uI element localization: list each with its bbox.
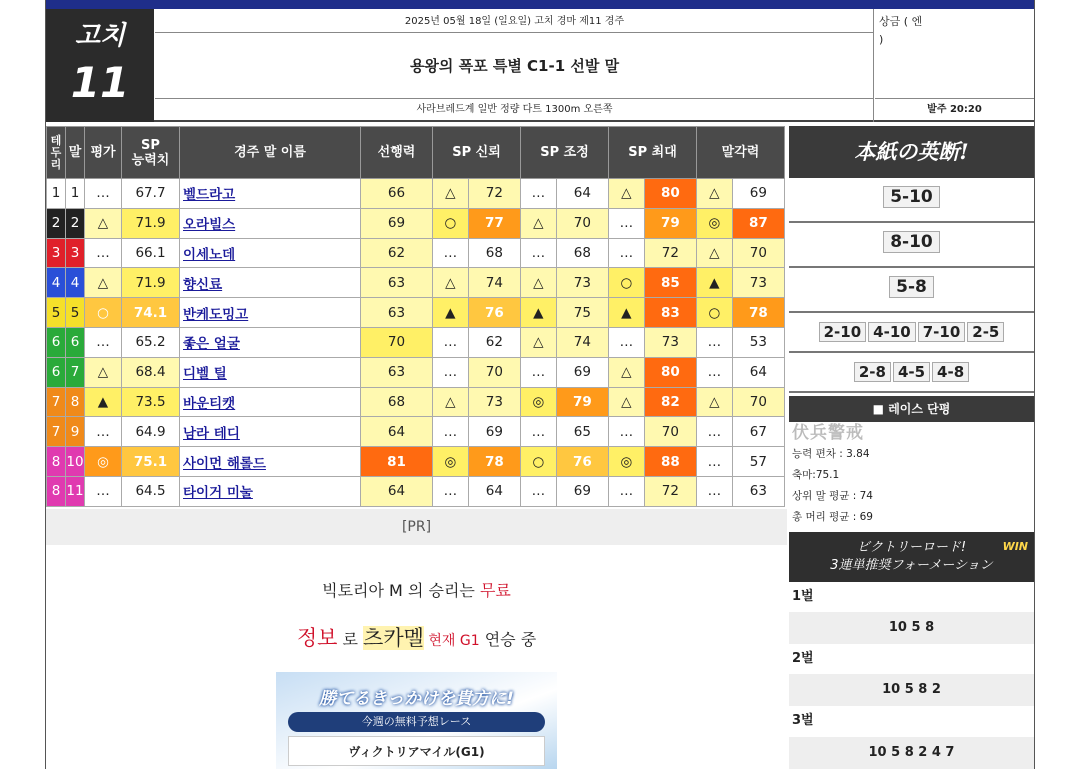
table-row xyxy=(47,238,785,268)
venue-badge xyxy=(46,9,154,122)
prize-label: 상금 ( 엔 ) xyxy=(879,15,923,46)
horse-number-cell: 5 xyxy=(66,298,85,328)
mark-cell: ◎ xyxy=(609,447,645,477)
gate-cell: 4 xyxy=(47,268,66,298)
side-panel xyxy=(789,126,1034,769)
gate-cell: 3 xyxy=(47,238,66,268)
ticket-row xyxy=(789,313,1034,353)
ticket-combination: 2-8 xyxy=(854,362,891,382)
col-sp-ability: SP 능력치 xyxy=(122,127,180,179)
mark-cell: ▲ xyxy=(433,298,469,328)
rating-cell: … xyxy=(85,417,122,447)
sp-ability-cell: 65.2 xyxy=(122,327,180,357)
victory-title: ビクトリーロード! xyxy=(856,540,967,555)
rating-cell: ▲ xyxy=(85,387,122,417)
race-review xyxy=(789,422,1034,530)
banner-subtitle: 今週の無料予想レース xyxy=(288,712,545,732)
table-row xyxy=(47,357,785,387)
ad-line-1 xyxy=(46,578,787,601)
value-cell: 79 xyxy=(556,387,608,417)
value-cell: 70 xyxy=(468,357,520,387)
ticket-row xyxy=(789,353,1034,393)
mark-cell: … xyxy=(433,417,469,447)
lead-cell: 63 xyxy=(361,357,433,387)
ticket-combination: 2-5 xyxy=(967,322,1004,342)
mark-cell: △ xyxy=(697,179,733,209)
ad-brand-text: 츠카멜 xyxy=(363,626,424,650)
value-cell: 68 xyxy=(556,238,608,268)
lead-cell: 70 xyxy=(361,327,433,357)
rating-cell: △ xyxy=(85,268,122,298)
horse-name-link[interactable]: 오라빌스 xyxy=(180,208,361,238)
horse-name-link[interactable]: 바운티캣 xyxy=(180,387,361,417)
formation-value: 10 5 8 xyxy=(789,612,1034,644)
mark-cell: … xyxy=(609,238,645,268)
value-cell: 68 xyxy=(468,238,520,268)
mark-cell: … xyxy=(609,327,645,357)
mark-cell: △ xyxy=(433,179,469,209)
horse-number-cell: 8 xyxy=(66,387,85,417)
sp-ability-cell: 64.9 xyxy=(122,417,180,447)
mark-cell: … xyxy=(697,327,733,357)
horse-number-cell: 4 xyxy=(66,268,85,298)
ad-text: 빅토리아 M 의 승리는 xyxy=(322,581,480,600)
ad-info-text: 정보 xyxy=(296,626,338,650)
ticket-combination: 5-8 xyxy=(889,276,934,298)
value-cell: 64 xyxy=(556,179,608,209)
table-row xyxy=(47,387,785,417)
value-cell: 76 xyxy=(556,447,608,477)
ad-line-2 xyxy=(46,622,787,652)
review-line: 상위 말 평균 : 74 xyxy=(792,490,873,502)
value-cell: 72 xyxy=(468,179,520,209)
value-cell: 63 xyxy=(732,476,784,506)
gate-cell: 2 xyxy=(47,208,66,238)
gate-cell: 8 xyxy=(47,447,66,477)
table-row xyxy=(47,208,785,238)
rating-cell: ◎ xyxy=(85,447,122,477)
value-cell: 64 xyxy=(468,476,520,506)
horse-number-cell: 9 xyxy=(66,417,85,447)
gate-cell: 8 xyxy=(47,476,66,506)
banner-race: ヴィクトリアマイル(G1) xyxy=(288,736,545,766)
col-sp-reliability: SP 신뢰 xyxy=(433,127,521,179)
value-cell: 76 xyxy=(468,298,520,328)
banner-title: 勝てるきっかけを貴方に! xyxy=(319,689,514,709)
mark-cell: △ xyxy=(697,238,733,268)
value-cell: 77 xyxy=(468,208,520,238)
review-line: 축마:75.1 xyxy=(792,469,840,481)
value-cell: 75 xyxy=(556,298,608,328)
review-mark: 伏兵警戒 xyxy=(792,423,864,443)
table-row xyxy=(47,298,785,328)
mark-cell: ▲ xyxy=(697,268,733,298)
mark-cell: … xyxy=(521,357,557,387)
mark-cell: ○ xyxy=(697,298,733,328)
mark-cell: △ xyxy=(433,387,469,417)
mark-cell: … xyxy=(433,476,469,506)
mark-cell: … xyxy=(433,238,469,268)
top-bar xyxy=(46,0,1034,9)
col-sp-adjust: SP 조정 xyxy=(521,127,609,179)
value-cell: 78 xyxy=(468,447,520,477)
sp-ability-cell: 66.1 xyxy=(122,238,180,268)
mark-cell: … xyxy=(697,447,733,477)
ticket-row xyxy=(789,268,1034,313)
table-row xyxy=(47,327,785,357)
table-row xyxy=(47,268,785,298)
ticket-combination: 4-8 xyxy=(932,362,969,382)
victory-subtitle: 3連単推奨フォーメーション xyxy=(830,558,993,573)
formation-label: 2벌 xyxy=(792,651,814,666)
col-rating: 평가 xyxy=(85,127,122,179)
lead-cell: 64 xyxy=(361,417,433,447)
gate-cell: 6 xyxy=(47,357,66,387)
gate-cell: 1 xyxy=(47,179,66,209)
mark-cell: ○ xyxy=(521,447,557,477)
mark-cell: △ xyxy=(521,208,557,238)
horse-number-cell: 7 xyxy=(66,357,85,387)
ad-free-text: 무료 xyxy=(479,581,511,600)
value-cell: 65 xyxy=(556,417,608,447)
value-cell: 70 xyxy=(644,417,696,447)
race-title: 용왕의 폭포 특별 C1-1 선발 말 xyxy=(409,57,620,75)
col-lead: 선행력 xyxy=(361,127,433,179)
lead-cell: 63 xyxy=(361,298,433,328)
col-sp-max: SP 최대 xyxy=(609,127,697,179)
venue-name: 고치 xyxy=(74,21,126,51)
mark-cell: … xyxy=(433,357,469,387)
mark-cell: ▲ xyxy=(609,298,645,328)
horse-name-link[interactable]: 남라 테디 xyxy=(180,417,361,447)
col-number: 말 xyxy=(66,127,85,179)
horse-name-link[interactable]: 디벨 틸 xyxy=(180,357,361,387)
value-cell: 73 xyxy=(732,268,784,298)
sp-ability-cell: 74.1 xyxy=(122,298,180,328)
value-cell: 73 xyxy=(556,268,608,298)
value-cell: 70 xyxy=(556,208,608,238)
race-number: 11 xyxy=(70,58,130,107)
rating-cell: ○ xyxy=(85,298,122,328)
value-cell: 70 xyxy=(732,387,784,417)
mark-cell: △ xyxy=(433,268,469,298)
value-cell: 88 xyxy=(644,447,696,477)
mark-cell: … xyxy=(697,417,733,447)
value-cell: 72 xyxy=(644,476,696,506)
race-table xyxy=(46,126,785,507)
value-cell: 80 xyxy=(644,179,696,209)
ticket-combination: 2-10 xyxy=(819,322,867,342)
start-time: 발주 20:20 xyxy=(875,98,1034,120)
mark-cell: △ xyxy=(521,327,557,357)
horse-number-cell: 3 xyxy=(66,238,85,268)
col-horse-name: 경주 말 이름 xyxy=(180,127,361,179)
value-cell: 74 xyxy=(468,268,520,298)
rating-cell: △ xyxy=(85,208,122,238)
mark-cell: … xyxy=(433,327,469,357)
value-cell: 83 xyxy=(644,298,696,328)
rating-cell: … xyxy=(85,476,122,506)
gate-cell: 7 xyxy=(47,417,66,447)
col-gate: 테 두 리 xyxy=(47,127,66,179)
rating-cell: … xyxy=(85,327,122,357)
sp-ability-cell: 71.9 xyxy=(122,208,180,238)
race-meta xyxy=(875,9,1034,122)
value-cell: 69 xyxy=(732,179,784,209)
mark-cell: ◎ xyxy=(433,447,469,477)
sp-ability-cell: 73.5 xyxy=(122,387,180,417)
table-row xyxy=(47,447,785,477)
gate-cell: 7 xyxy=(47,387,66,417)
sp-ability-cell: 67.7 xyxy=(122,179,180,209)
value-cell: 62 xyxy=(468,327,520,357)
formation-label: 3벌 xyxy=(792,713,814,728)
race-card-page xyxy=(45,0,1035,769)
lead-cell: 63 xyxy=(361,268,433,298)
ad-text: 로 xyxy=(337,630,364,649)
value-cell: 72 xyxy=(644,238,696,268)
lead-cell: 64 xyxy=(361,476,433,506)
value-cell: 73 xyxy=(468,387,520,417)
judgement-title: 本紙の英断! xyxy=(789,126,1034,178)
value-cell: 53 xyxy=(732,327,784,357)
ad-g1-text: 현재 G1 xyxy=(423,633,480,649)
mark-cell: … xyxy=(521,179,557,209)
horse-name-link[interactable]: 향신료 xyxy=(180,268,361,298)
rating-cell: … xyxy=(85,179,122,209)
review-line: 능력 편차 : 3.84 xyxy=(792,448,870,460)
mark-cell: ○ xyxy=(609,268,645,298)
race-header xyxy=(46,9,1034,122)
horse-name-link[interactable]: 좋은 얼굴 xyxy=(180,327,361,357)
value-cell: 80 xyxy=(644,357,696,387)
value-cell: 69 xyxy=(556,357,608,387)
mark-cell: △ xyxy=(609,387,645,417)
rating-cell: … xyxy=(85,238,122,268)
review-line: 총 머리 평균 : 69 xyxy=(792,511,873,523)
ticket-combination: 8-10 xyxy=(883,231,940,253)
mark-cell: … xyxy=(609,417,645,447)
sp-ability-cell: 64.5 xyxy=(122,476,180,506)
formation-label: 1벌 xyxy=(792,589,814,604)
mark-cell: … xyxy=(697,357,733,387)
col-leg-power: 말각력 xyxy=(697,127,785,179)
mark-cell: △ xyxy=(609,179,645,209)
value-cell: 79 xyxy=(644,208,696,238)
lead-cell: 69 xyxy=(361,208,433,238)
race-info xyxy=(155,9,874,122)
value-cell: 57 xyxy=(732,447,784,477)
value-cell: 74 xyxy=(556,327,608,357)
lead-cell: 81 xyxy=(361,447,433,477)
horse-number-cell: 10 xyxy=(66,447,85,477)
value-cell: 82 xyxy=(644,387,696,417)
value-cell: 87 xyxy=(732,208,784,238)
horse-number-cell: 11 xyxy=(66,476,85,506)
horse-number-cell: 1 xyxy=(66,179,85,209)
ticket-combination: 4-5 xyxy=(893,362,930,382)
horse-name-link[interactable]: 타이거 미눌 xyxy=(180,476,361,506)
win-badge: WIN xyxy=(1002,540,1028,553)
horse-name-link[interactable]: 반케도밍고 xyxy=(180,298,361,328)
mark-cell: △ xyxy=(609,357,645,387)
ad-text: 연승 중 xyxy=(479,630,537,649)
gate-cell: 6 xyxy=(47,327,66,357)
mark-cell: ◎ xyxy=(521,387,557,417)
horse-name-link[interactable]: 벨드라고 xyxy=(180,179,361,209)
mark-cell: … xyxy=(609,476,645,506)
victory-banner xyxy=(789,532,1034,582)
horse-name-link[interactable]: 사이먼 해롤드 xyxy=(180,447,361,477)
mark-cell: ▲ xyxy=(521,298,557,328)
horse-name-link[interactable]: 이세노데 xyxy=(180,238,361,268)
horse-number-cell: 6 xyxy=(66,327,85,357)
ticket-combination: 4-10 xyxy=(868,322,916,342)
mark-cell: … xyxy=(521,238,557,268)
value-cell: 64 xyxy=(732,357,784,387)
review-header: ■ 레이스 단평 xyxy=(789,396,1034,422)
value-cell: 70 xyxy=(732,238,784,268)
mark-cell: ◎ xyxy=(697,208,733,238)
race-conditions: 사라브레드계 일반 정량 다트 1300m 오른쪽 xyxy=(155,98,874,120)
mark-cell: … xyxy=(521,476,557,506)
sp-ability-cell: 68.4 xyxy=(122,357,180,387)
value-cell: 85 xyxy=(644,268,696,298)
value-cell: 67 xyxy=(732,417,784,447)
rating-cell: △ xyxy=(85,357,122,387)
value-cell: 69 xyxy=(556,476,608,506)
table-row xyxy=(47,417,785,447)
lead-cell: 66 xyxy=(361,179,433,209)
horse-number-cell: 2 xyxy=(66,208,85,238)
mark-cell: … xyxy=(521,417,557,447)
lead-cell: 62 xyxy=(361,238,433,268)
ticket-combination: 7-10 xyxy=(918,322,966,342)
lead-cell: 68 xyxy=(361,387,433,417)
value-cell: 78 xyxy=(732,298,784,328)
pr-label: [PR] xyxy=(46,509,787,545)
mark-cell: … xyxy=(609,208,645,238)
sp-ability-cell: 71.9 xyxy=(122,268,180,298)
value-cell: 73 xyxy=(644,327,696,357)
mark-cell: △ xyxy=(521,268,557,298)
formation-value: 10 5 8 2 4 7 xyxy=(789,737,1034,769)
gate-cell: 5 xyxy=(47,298,66,328)
table-row xyxy=(47,179,785,209)
table-header-row xyxy=(47,127,785,179)
table-row xyxy=(47,476,785,506)
ticket-row xyxy=(789,223,1034,268)
ticket-row xyxy=(789,178,1034,223)
sp-ability-cell: 75.1 xyxy=(122,447,180,477)
ad-banner[interactable] xyxy=(276,672,557,769)
formation-value: 10 5 8 2 xyxy=(789,674,1034,706)
mark-cell: ○ xyxy=(433,208,469,238)
value-cell: 69 xyxy=(468,417,520,447)
mark-cell: … xyxy=(697,476,733,506)
mark-cell: △ xyxy=(697,387,733,417)
ticket-combination: 5-10 xyxy=(883,186,940,208)
race-date: 2025년 05월 18일 (일요일) 고치 경마 제11 경주 xyxy=(155,11,874,33)
